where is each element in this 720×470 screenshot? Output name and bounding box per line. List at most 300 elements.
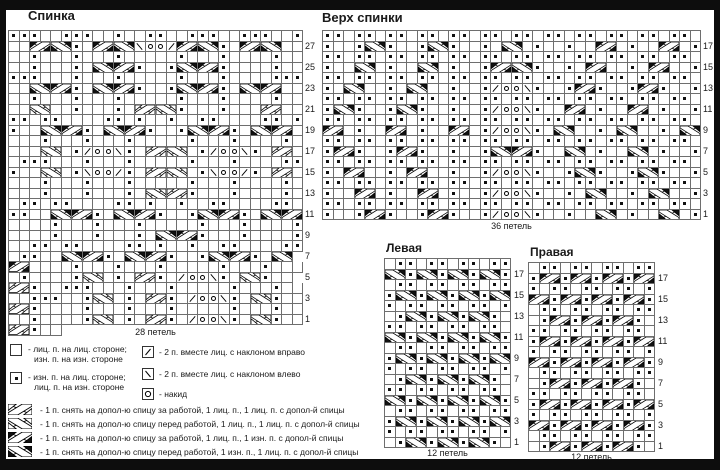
chart-cell [386,63,397,74]
chart-cell [418,199,429,210]
chart-cell [230,126,241,137]
chart-cell [135,231,146,242]
chart-cell [617,52,628,63]
chart-cell [188,157,199,168]
chart-cell [417,427,428,438]
chart-cell [177,157,188,168]
chart-cell [51,115,62,126]
chart-cell [20,210,31,221]
chart-cell [638,94,649,105]
chart-cell [406,406,417,417]
chart-grid-back [8,30,303,336]
chart-cell [624,337,635,348]
chart-cell [554,31,565,42]
chart-cell [167,315,178,326]
chart-cell [114,157,125,168]
chart-cell [628,105,649,116]
chart-cell [261,241,272,252]
chart-cell [592,337,603,348]
chart-cell [481,157,492,168]
chart-cell [544,136,555,147]
chart-cell [9,294,20,305]
chart-cell [365,178,376,189]
chart-cell [51,73,62,84]
chart-cell [561,305,572,316]
chart-cell [680,63,691,74]
chart-cell [438,375,459,386]
chart-cell [240,178,251,189]
chart-cell [386,178,397,189]
chart-cell [376,73,387,84]
chart-cell [385,333,406,344]
chart-cell [481,147,492,158]
chart-cell [397,63,408,74]
chart-cell [146,294,167,305]
chart-cell [272,294,283,305]
chart-cell [386,126,407,137]
chart-cell [261,52,272,63]
chart-cell [469,385,480,396]
chart-cell [125,178,136,189]
chart-cell [146,262,157,273]
chart-cell [638,126,649,137]
chart-cell [282,189,293,200]
chart-cell [114,73,125,84]
chart-cell [607,168,618,179]
chart-cell [83,136,94,147]
chart-cell [62,168,73,179]
chart-cell [83,115,94,126]
chart-cell [20,73,31,84]
chart-cell [177,273,188,284]
chart-cell [355,136,366,147]
chart-cell [396,354,417,365]
chart-cell [114,283,125,294]
chart-cell [565,84,576,95]
chart-cell [460,94,471,105]
chart-cell [135,294,146,305]
chart-cell [691,84,702,95]
chart-cell [230,178,241,189]
chart-cell [396,259,407,270]
chart-cell [355,126,366,137]
chart-cell [680,136,691,147]
chart-cell [512,84,523,95]
chart-cell [596,94,607,105]
row-number: 17 [703,40,714,51]
chart-cell [334,115,345,126]
chart-cell [550,263,561,274]
chart-cell [219,304,230,315]
chart-cell [146,283,157,294]
chart-cell [628,189,639,200]
chart-cell [125,252,146,263]
chart-cell [135,115,146,126]
legend-yarn-over-text: - накид [159,389,188,399]
chart-cell [523,136,534,147]
chart-cell [282,73,293,84]
chart-cell [344,94,355,105]
chart-cell [550,305,561,316]
chart-cell [293,126,304,137]
chart-cell [448,343,459,354]
chart-cell [586,189,607,200]
chart-cell [480,427,491,438]
chart-cell [251,241,262,252]
chart-cell [624,410,635,421]
chart-cell [156,304,167,315]
chart-cell [439,126,450,137]
cable-back-purl-icon [8,432,32,445]
chart-cell [460,168,471,179]
chart-cell [529,379,540,390]
chart-cell [261,168,272,179]
chart-cell [135,210,156,221]
row-number: 19 [305,124,316,135]
chart-cell [365,147,376,158]
chart-cell [448,270,469,281]
chart-cell [691,178,702,189]
chart-cell [649,63,670,74]
chart-cell [691,199,702,210]
chart-cell [501,322,512,333]
chart-cell [617,210,628,221]
chart-cell [93,231,104,242]
chart-cell [104,252,115,263]
chart-cell [613,284,624,295]
chart-cell [613,421,624,432]
chart-cell [427,312,438,323]
row-number: 11 [305,208,315,219]
chart-cell [438,385,449,396]
chart-cell [355,115,366,126]
chart-cell [230,241,241,252]
chart-cell [582,284,593,295]
chart-cell [156,210,167,221]
chart-cell [198,73,209,84]
chart-cell [550,389,561,400]
chart-cell [272,168,293,179]
chart-cell [177,283,188,294]
chart-cell [459,438,470,449]
chart-cell [427,438,438,449]
chart-cell [230,220,241,231]
chart-cell [41,220,52,231]
chart-cell [114,231,125,242]
legend-cable-back-purl-text: - 1 п. снять на допол-ю спицу за работой, 1 лиц. п., 1 изн. п. с допол-й спицы [40,433,344,443]
chart-cell [41,115,52,126]
chart-cell [634,284,645,295]
chart-cell [607,63,618,74]
chart-cell [469,375,490,386]
chart-cell [385,427,396,438]
chart-cell [282,220,293,231]
chart-cell [198,304,209,315]
chart-cell [198,220,209,231]
chart-cell [177,105,188,116]
chart-cell [582,389,593,400]
chart-cell [156,136,167,147]
chart-cell [571,389,582,400]
chart-cell [219,283,230,294]
chart-cell [261,94,272,105]
chart-cell [481,105,492,116]
chart-cell [83,189,94,200]
chart-cell [83,31,94,42]
chart-cell [396,406,407,417]
chart-cell [386,84,397,95]
chart-cell [596,178,607,189]
chart-cell [469,427,480,438]
chart-cell [114,63,135,74]
chart-cell [72,147,83,158]
chart-cell [93,210,104,221]
chart-cell [645,295,656,306]
chart-cell [428,147,439,158]
chart-cell [427,406,438,417]
chart-cell [20,294,31,305]
chart-cell [93,199,104,210]
chart-cell [41,178,52,189]
chart-cell [586,115,597,126]
chart-cell [9,52,20,63]
chart-cell [323,136,334,147]
chart-cell [617,84,628,95]
chart-cell [240,168,251,179]
chart-cell [209,136,220,147]
chart-cell [575,157,586,168]
chart-cell [540,379,551,390]
chart-cell [323,42,334,53]
chart-cell [41,63,52,74]
chart-cell [272,157,283,168]
chart-cell [523,210,534,221]
chart-cell [554,210,565,221]
chart-cell [481,210,492,221]
chart-cell [582,347,593,358]
chart-cell [334,157,345,168]
chart-cell [355,31,366,42]
chart-cell [114,220,125,231]
chart-cell [72,115,83,126]
chart-cell [565,199,576,210]
chart-cell [240,42,261,53]
chart-cell [41,31,52,42]
chart-cell [376,189,387,200]
chart-cell [282,136,293,147]
chart-cell [365,105,376,116]
chart-cell [135,105,156,116]
chart-cell [167,283,178,294]
chart-cell [586,94,597,105]
chart-cell [72,84,83,95]
chart-cell [146,147,167,158]
legend-cable-front-knit-text: - 1 п. снять на допол-ю спицу перед работой, 1 лиц. п., 1 лиц. п. с допол-й спицы [40,419,360,429]
chart-cell [638,157,649,168]
chart-cell [355,178,366,189]
chart-cell [72,52,83,63]
chart-cell [219,157,230,168]
chart-cell [385,280,396,291]
chart-cell [533,178,544,189]
chart-cell [582,305,593,316]
chart-cell [156,105,177,116]
chart-cell [480,406,491,417]
chart-cell [198,315,209,326]
chart-cell [251,31,262,42]
chart-cell [418,115,429,126]
chart-cell [628,73,639,84]
chart-cell [634,410,645,421]
chart-cell [533,115,544,126]
chart-cell [480,385,491,396]
chart-cell [691,42,702,53]
chart-cell [449,31,460,42]
chart-cell [529,389,540,400]
chart-cell [72,31,83,42]
chart-cell [523,115,534,126]
chart-cell [62,252,83,263]
chart-cell [334,31,345,42]
chart-cell [406,280,417,291]
stitch-count-upper-back: 36 петель [491,221,532,231]
chart-cell [385,396,406,407]
chart-cell [251,189,262,200]
chart-cell [209,199,220,210]
chart-cell [397,168,408,179]
chart-cell [512,52,523,63]
chart-cell [617,147,628,158]
chart-cell [177,126,188,137]
chart-cell [135,189,146,200]
chart-cell [282,273,293,284]
chart-cell [62,136,73,147]
row-number: 7 [703,145,709,156]
chart-cell [571,305,582,316]
chart-cell [334,147,355,158]
chart-cell [523,105,534,116]
chart-cell [448,417,459,428]
chart-cell [603,431,614,442]
chart-cell [459,406,470,417]
chart-cell [251,73,262,84]
chart-cell [554,94,565,105]
chart-cell [188,252,199,263]
chart-cell [167,262,178,273]
chart-cell [219,84,230,95]
chart-cell [417,396,438,407]
chart-cell [156,273,167,284]
chart-cell [460,210,471,221]
chart-cell [428,136,439,147]
chart-cell [634,379,645,390]
chart-cell [596,84,607,95]
letterbox-right [714,0,720,470]
chart-cell [323,157,334,168]
chart-cell [83,252,104,263]
chart-cell [93,283,104,294]
chart-cell [240,294,251,305]
chart-cell [571,379,582,390]
chart-cell [209,189,220,200]
chart-cell [561,410,572,421]
chart-cell [459,312,470,323]
chart-cell [407,84,428,95]
chart-cell [386,115,397,126]
chart-cell [135,157,146,168]
chart-cell [20,157,31,168]
chart-cell [481,168,492,179]
chart-cell [592,263,603,274]
chart-cell [230,231,241,242]
chart-cell [540,274,561,285]
chart-cell [20,94,31,105]
chart-cell [638,115,649,126]
chart-cell [198,84,219,95]
chart-cell [396,301,407,312]
chart-cell [586,73,597,84]
chart-cell [613,368,624,379]
chart-cell [491,147,512,158]
chart-cell [427,343,438,354]
chart-cell [93,136,104,147]
chart-cell [407,199,418,210]
chart-cell [230,294,241,305]
row-number: 17 [514,268,525,279]
chart-cell [62,273,73,284]
chart-grid-left [384,258,511,448]
chart-cell [554,157,565,168]
chart-cell [177,252,188,263]
chart-cell [533,63,544,74]
chart-cell [680,189,691,200]
chart-cell [41,304,52,315]
chart-cell [624,326,635,337]
chart-cell [334,189,345,200]
chart-cell [272,31,283,42]
chart-cell [502,52,513,63]
chart-cell [691,147,702,158]
chart-cell [9,189,20,200]
chart-cell [93,189,104,200]
chart-cell [282,115,293,126]
chart-cell [20,231,31,242]
chart-cell [93,262,104,273]
chart-cell [198,241,209,252]
chart-cell [125,136,136,147]
chart-cell [439,84,450,95]
chart-cell [323,105,334,116]
chart-cell [490,427,501,438]
chart-cell [30,273,41,284]
chart-cell [156,283,167,294]
chart-cell [198,210,219,221]
chart-cell [177,42,198,53]
chart-cell [334,84,345,95]
chart-cell [376,105,387,116]
chart-cell [470,147,481,158]
chart-cell [146,42,157,53]
chart-cell [418,147,429,158]
chart-cell [146,31,157,42]
chart-cell [490,291,511,302]
chart-cell [529,431,540,442]
chart-cell [9,315,20,326]
chart-cell [125,105,136,116]
chart-cell [565,73,576,84]
chart-cell [449,63,460,74]
chart-cell [230,63,241,74]
